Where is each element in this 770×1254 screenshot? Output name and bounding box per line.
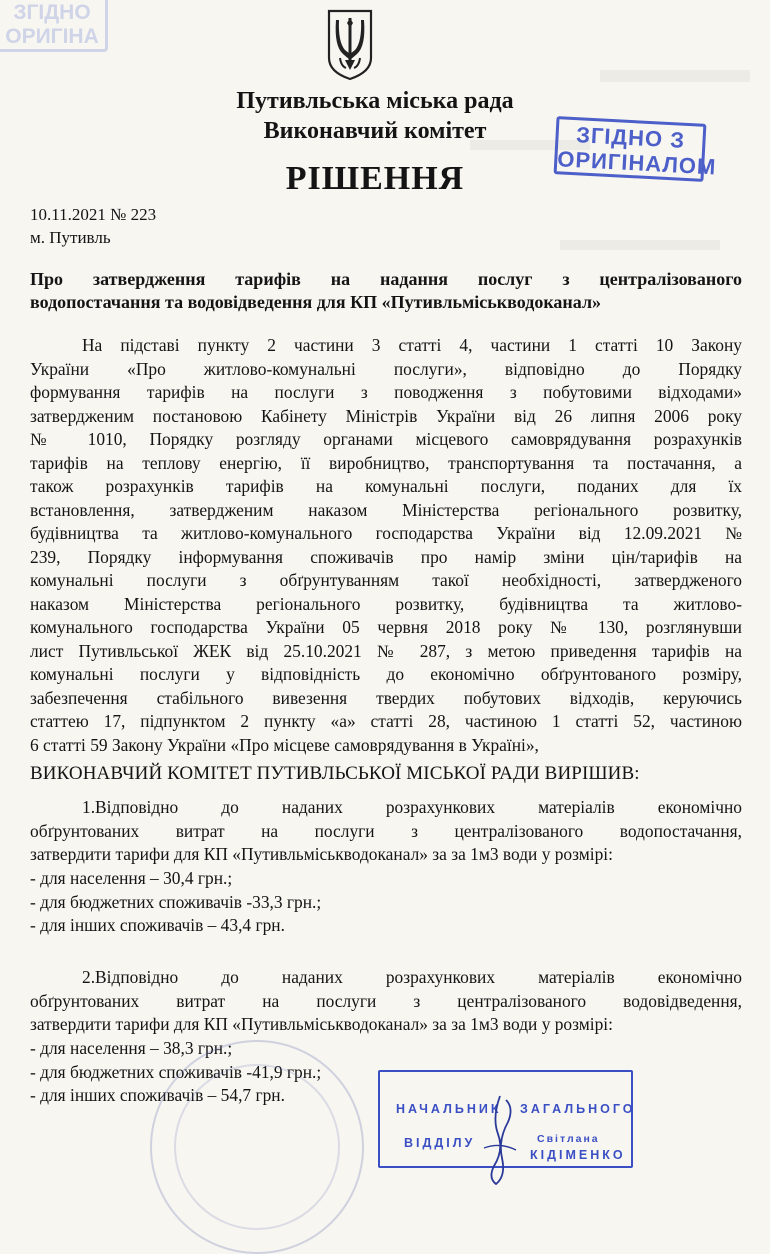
item-2-line: обґрунтованих витрат на послуги з централізованого водовідведення, xyxy=(30,990,742,1011)
decision-title xyxy=(30,268,742,314)
signature-stamp-last-name: КІДІМЕНКО xyxy=(530,1148,626,1162)
preamble-line: лист Путивльської ЖЕК від 25.10.2021 № 287, з метою приведення тарифів на xyxy=(30,640,742,661)
round-seal-stamp xyxy=(150,1040,364,1254)
preamble-line: тарифів на теплову енергію, її виробництво, транспортування та постачання, а xyxy=(30,452,742,473)
title-line: водопостачання та водовідведення для КП «Путивльміськводоканал» xyxy=(30,292,602,312)
preamble-line: статтею 17, підпунктом 2 пункту «а» статті 28, частиною 1 статті 52, частиною xyxy=(30,711,742,731)
item-1-tariff-list xyxy=(30,867,321,938)
preamble-line: встановлення, затвердженим наказом Міністерства регіонального розвитку, xyxy=(30,499,742,520)
faded-stamp-line-1: ЗГІДНО xyxy=(13,1,91,24)
tariff-list-item: - для інших споживачів – 43,4 грн. xyxy=(30,915,285,935)
signature-stamp-title-1: НАЧАЛЬНИК xyxy=(396,1102,502,1116)
faded-stamp-line-2: ОРИГІНА xyxy=(5,25,99,48)
item-1-paragraph xyxy=(30,796,742,867)
item-1-line: обґрунтованих витрат на послуги з централізованого водопостачання, xyxy=(30,820,742,841)
item-2-line: затвердити тарифи для КП «Путивльміськводоканал» за за 1м3 води у розмірі: xyxy=(30,1014,613,1034)
document-type: РІШЕННЯ xyxy=(285,160,465,197)
signature-stamp-first-name: Світлана xyxy=(537,1133,600,1145)
trident-emblem-icon xyxy=(326,8,374,82)
preamble-line: № 1010, Порядку розгляду органами місцевого самоврядування розрахунків xyxy=(30,429,742,449)
bleed-through-mark xyxy=(560,240,720,250)
tariff-list-item: - для населення – 38,3 грн.; xyxy=(30,1038,233,1058)
faded-copy-stamp xyxy=(0,0,108,52)
copy-conformity-stamp xyxy=(554,116,717,182)
preamble-line: затвердженим постановою Кабінету Міністрів України від 26 липня 2006 року xyxy=(30,405,742,426)
preamble-line: комунального господарства України 05 червня 2018 року № 130, розглянувши xyxy=(30,617,742,637)
signature-stamp-department: ВІДДІЛУ xyxy=(404,1136,476,1150)
preamble-line: також розрахунків тарифів на комунальні послуги, поданих для їх xyxy=(30,476,742,496)
preamble-line: будівництва та житлово-комунального господарства України від 12.09.2021 № xyxy=(30,523,742,543)
tariff-list-item: - для населення – 30,4 грн.; xyxy=(30,868,233,888)
preamble-line: 239, Порядку інформування споживачів про намір зміни цін/тарифів на xyxy=(30,546,742,567)
bleed-through-mark xyxy=(600,70,750,82)
item-2-paragraph xyxy=(30,966,742,1037)
preamble-line: 6 статті 59 Закону України «Про місцеве самоврядування в Україні», xyxy=(30,734,539,755)
handwritten-signature xyxy=(470,1088,530,1188)
preamble-paragraph xyxy=(30,334,742,757)
preamble-line: формування тарифів на послуги з поводження з побутовими відходами» xyxy=(30,382,742,402)
item-1-line: 1.Відповідно до наданих розрахункових матеріалів економічно xyxy=(82,797,742,817)
item-1-line: затвердити тарифи для КП «Путивльміськводоканал» за за 1м3 води у розмірі: xyxy=(30,844,613,864)
tariff-list-item: - для бюджетних споживачів -41,9 грн.; xyxy=(30,1061,322,1082)
preamble-line: На підставі пункту 2 частини 3 статті 4, частини 1 статті 10 Закону xyxy=(82,335,742,355)
decision-city: м. Путивль xyxy=(30,228,111,247)
preamble-line: забезпечення стабільного вивезення твердих побутових відходів, керуючись xyxy=(30,687,742,708)
title-line: Про затвердження тарифів на надання послуг з централізованого xyxy=(30,269,742,289)
signature-stamp-title-2: ЗАГАЛЬНОГО xyxy=(520,1102,636,1116)
committee-name: Виконавчий комітет xyxy=(263,118,487,144)
preamble-line: комунальні послуги у відповідність до економічно обґрунтованого розміру, xyxy=(30,664,742,684)
copy-stamp-line-1: ЗГІДНО З xyxy=(575,122,686,153)
item-2-line: 2.Відповідно до наданих розрахункових матеріалів економічно xyxy=(82,967,742,987)
preamble-line: комунальні послуги з обґрунтуванням такої необхідності, затвердженого xyxy=(30,570,742,590)
council-name: Путивльська міська рада xyxy=(236,88,514,114)
decision-heading: ВИКОНАВЧИЙ КОМІТЕТ ПУТИВЛЬСЬКОЇ МІСЬКОЇ РАДИ ВИРІШИВ: xyxy=(30,763,640,784)
decision-date-number: 10.11.2021 № 223 xyxy=(30,205,157,224)
tariff-list-item: - для інших споживачів – 54,7 грн. xyxy=(30,1085,285,1105)
tariff-list-item: - для бюджетних споживачів -33,3 грн.; xyxy=(30,891,322,912)
copy-stamp-line-2: ОРИГІНАЛОМ xyxy=(556,146,717,180)
preamble-line: наказом Міністерства регіонального розвитку, будівництва та житлово- xyxy=(30,593,742,614)
preamble-line: України «Про житлово-комунальні послуги», відповідно до Порядку xyxy=(30,358,742,379)
